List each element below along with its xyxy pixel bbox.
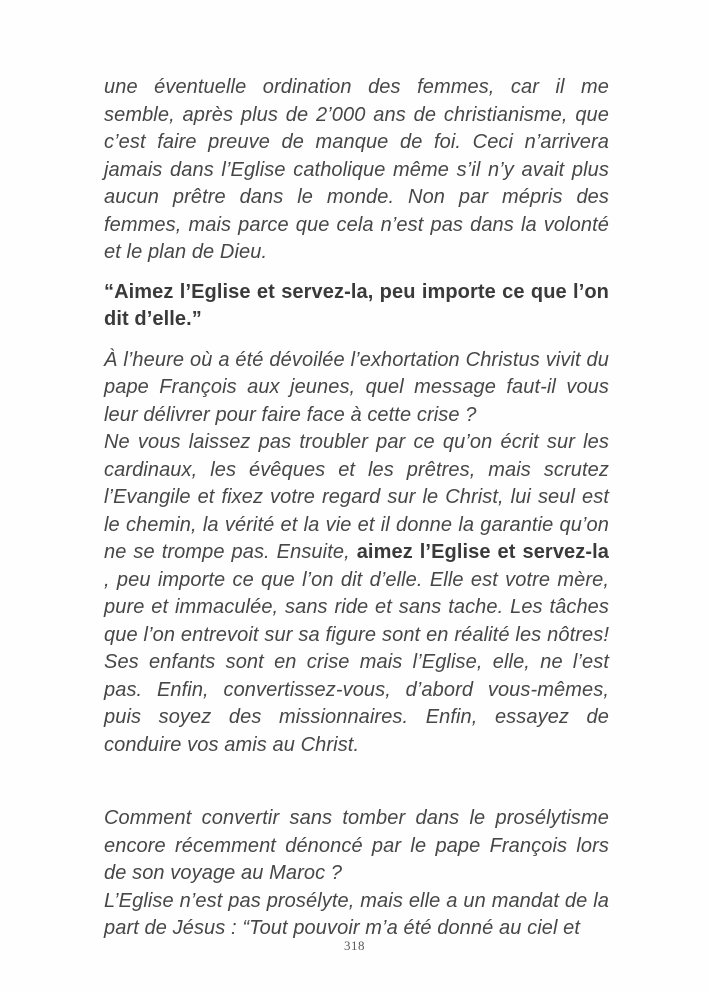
answer-1-bold-emphasis: aimez l’Eglise et servez-la — [356, 541, 610, 563]
paragraph-continuation: une éventuelle ordination des femmes, car il me semble, après plus de 2’000 ans de christianisme, que c’est faire preuve de manque de foi. Ceci n’arrivera jamais dans l’Eglise catholique même s’il n’y avait plus aucun prêtre dans le monde. Non par mépris des femmes, mais parce que cela n’est pas dans la volonté et le plan de Dieu. — [104, 76, 609, 263]
interview-question-1: À l’heure où a été dévoilée l’exhortation Christus vivit du pape François aux jeunes, quel message faut-il vous leur délivrer pour faire face à cette crise ? — [104, 348, 609, 426]
text-column — [104, 74, 609, 943]
page-number: 318 — [344, 938, 365, 953]
interview-question-2: Comment convertir sans tomber dans le prosélytisme encore récemment dénoncé par le pape François lors de son voyage au Maroc ? — [104, 807, 609, 884]
answer-1-lead: Ne vous laissez pas troubler par ce qu’on écrit sur les cardinaux, les évêques et les prêtres, mais scrutez l’Evangile et fixez votre regard sur le Christ, lui seul est le chemin, la vérité et la vie et il donne la garantie qu’on ne se trompe pas. Ensuite, — [104, 431, 609, 563]
interview-answer-2: L’Eglise n’est pas prosélyte, mais elle a un mandat de la part de Jésus : “Tout pouvoir m’a été donné au ciel et — [104, 889, 609, 939]
interview-answer-1 — [104, 429, 609, 759]
pull-quote-heading: “Aimez l’Eglise et servez-la, peu importe ce que l’on dit d’elle.” — [104, 280, 609, 330]
answer-1-rest: , peu importe ce que l’on dit d’elle. Elle est votre mère, pure et immaculée, sans ride et sans tache. Les tâches que l’on entrevoit sur sa figure sont en réalité les nôtres! Ses enfants sont en crise mais l’Eglise, elle, ne l’est pas. Enfin, convertissez-vous, d’abord vous-mêmes, puis soyez des missionnaires. Enfin, essayez de conduire vos amis au Christ. — [104, 568, 609, 756]
